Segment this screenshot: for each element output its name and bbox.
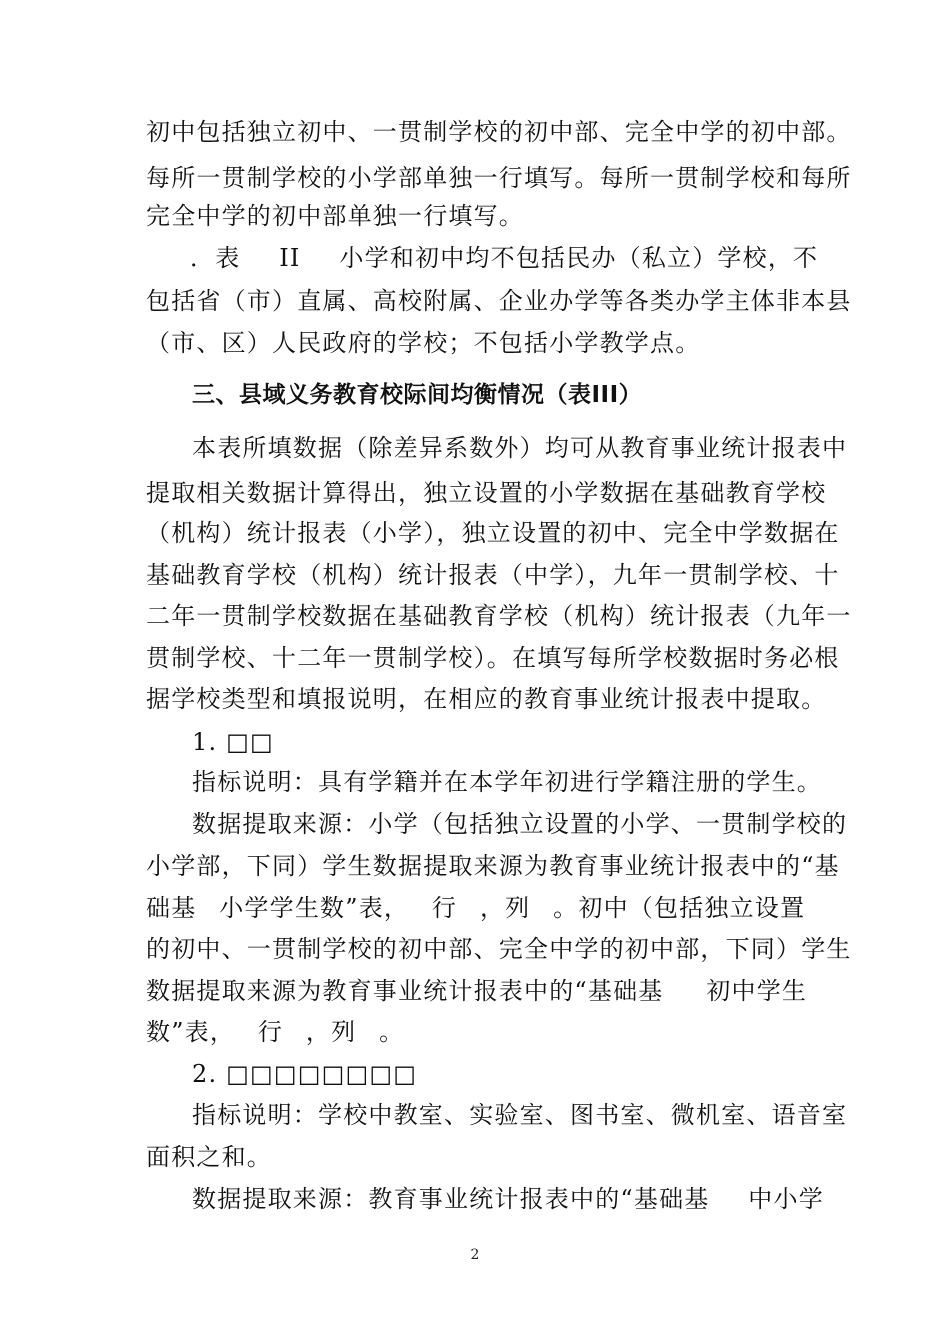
body-text-line: （机构）统计报表（小学），独立设置的初中、完全中学数据在 xyxy=(146,519,840,547)
page-number: 2 xyxy=(470,1247,480,1263)
body-text-line: 指标说明：具有学籍并在本学年初进行学籍注册的学生。 xyxy=(192,768,822,796)
section-heading: 三、县域义务教育校际间均衡情况（表III） xyxy=(192,382,643,408)
body-text-line: 每所一贯制学校的小学部单独一行填写。每所一贯制学校和每所 xyxy=(146,164,852,192)
body-text-line: 小学部，下同）学生数据提取来源为教育事业统计报表中的“基 xyxy=(146,852,840,880)
item-heading: 2. □□□□□□□□ xyxy=(192,1060,418,1088)
body-text-line: 完全中学的初中部单独一行填写。 xyxy=(146,202,524,230)
body-text-line: 二年一贯制学校数据在基础教育学校（机构）统计报表（九年一 xyxy=(146,602,852,630)
body-text-line: 贯制学校、十二年一贯制学校）。在填写每所学校数据时务必根 xyxy=(146,644,840,672)
body-text-line: 包括省（市）直属、高校附属、企业办学等各类办学主体非本县 xyxy=(146,287,852,315)
body-text-line: 数”表， 行 ，列 。 xyxy=(146,1018,405,1046)
body-text-line: 础基 小学学生数”表， 行 ，列 。初中（包括独立设置 xyxy=(146,894,806,922)
body-text-line: 基础教育学校（机构）统计报表（中学），九年一贯制学校、十 xyxy=(146,561,840,589)
body-text-line: 提取相关数据计算得出，独立设置的小学数据在基础教育学校 xyxy=(146,479,827,507)
item-heading: 1. □□ xyxy=(192,728,274,756)
body-text-line: 据学校类型和填报说明，在相应的教育事业统计报表中提取。 xyxy=(146,685,827,713)
body-text-line: 数据提取来源为教育事业统计报表中的“基础基 初中学生 xyxy=(146,977,808,1005)
body-text-line: 数据提取来源：小学（包括独立设置的小学、一贯制学校的 xyxy=(192,810,848,838)
body-text-line: 初中包括独立初中、一贯制学校的初中部、完全中学的初中部。 xyxy=(146,118,852,146)
body-text-line: ．表 II 小学和初中均不包括民办（私立）学校，不 xyxy=(190,244,819,272)
body-text-line: 面积之和。 xyxy=(146,1143,272,1171)
body-text-line: （市、区）人民政府的学校；不包括小学教学点。 xyxy=(146,329,701,357)
body-text-line: 本表所填数据（除差异系数外）均可从教育事业统计报表中 xyxy=(192,434,848,462)
body-text-line: 数据提取来源：教育事业统计报表中的“基础基 中小学 xyxy=(192,1185,824,1213)
body-text-line: 的初中、一贯制学校的初中部、完全中学的初中部，下同）学生 xyxy=(146,935,852,963)
body-text-line: 指标说明：学校中教室、实验室、图书室、微机室、语音室 xyxy=(192,1101,848,1129)
